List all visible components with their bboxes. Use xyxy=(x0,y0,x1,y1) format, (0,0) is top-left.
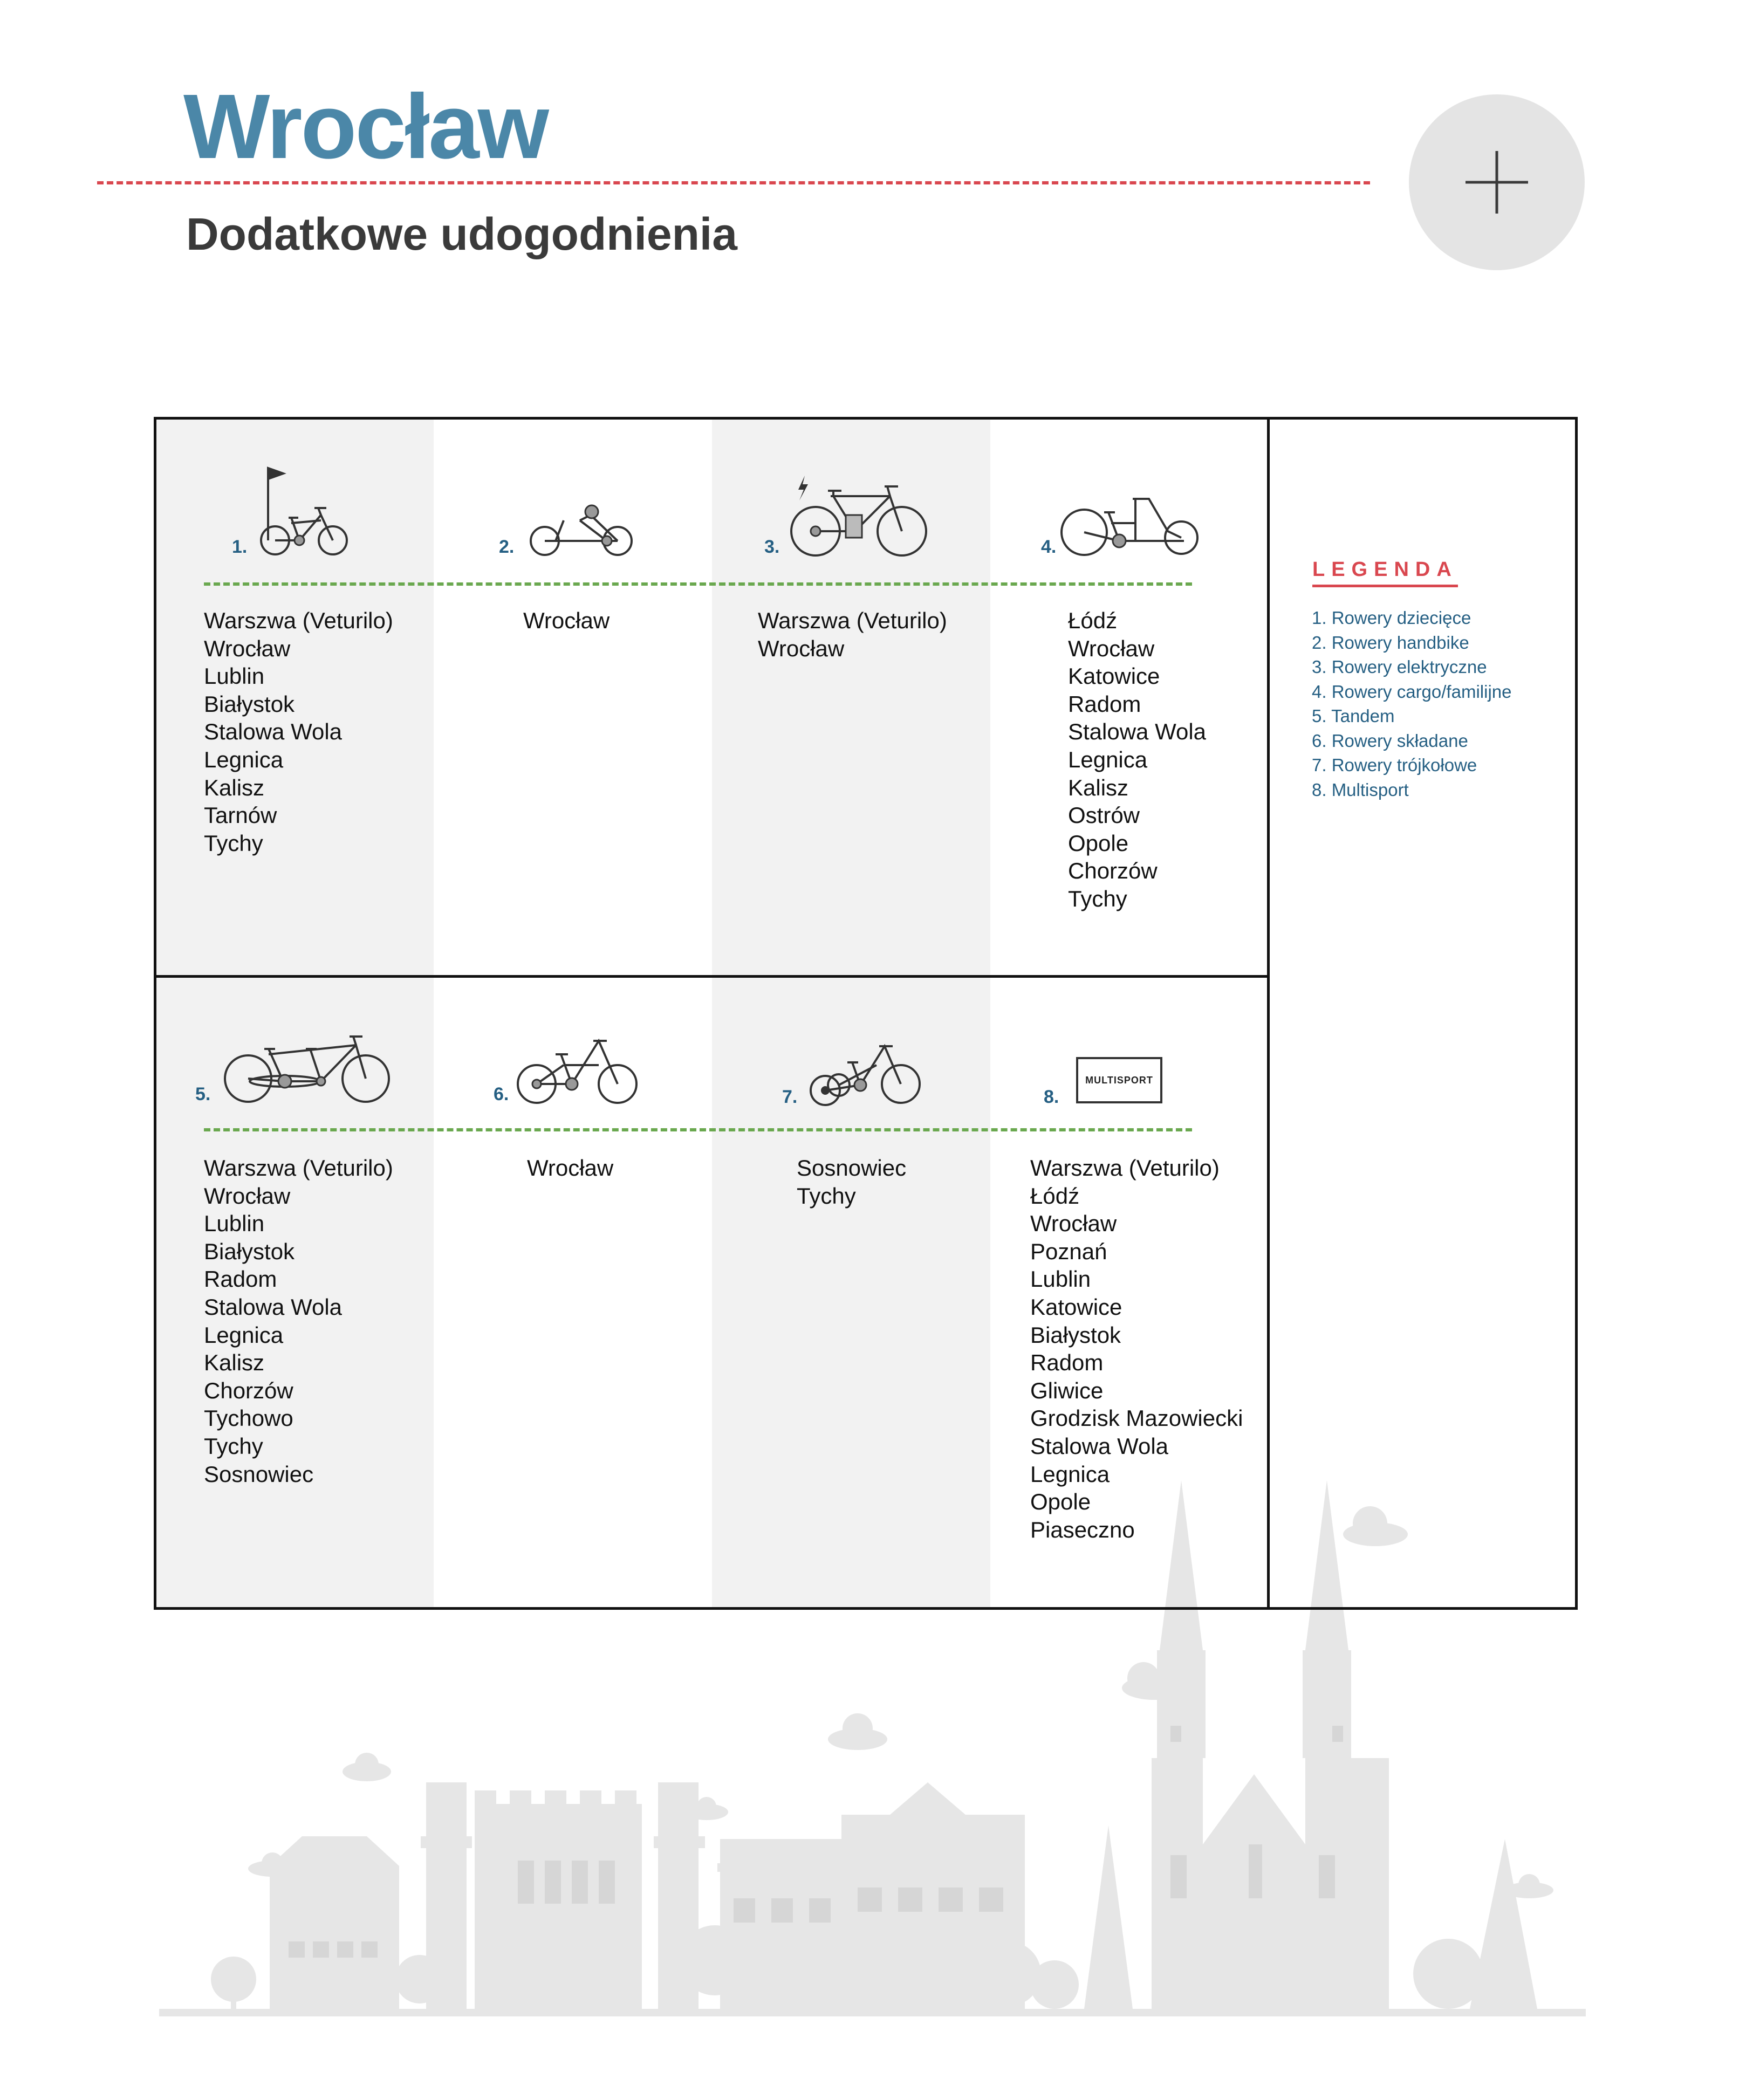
city-name: Katowice xyxy=(1030,1294,1122,1320)
city-name: Ostrów xyxy=(1068,802,1140,828)
city-name: Łódź xyxy=(1030,1183,1080,1209)
category-number-5: 5. xyxy=(195,1084,211,1104)
legend-item: 5. Tandem xyxy=(1312,706,1395,726)
city-name: Tychowo xyxy=(204,1405,293,1431)
city-name: Opole xyxy=(1030,1489,1091,1515)
multisport-logo xyxy=(1076,1057,1162,1103)
city-list-8 xyxy=(1030,1154,1243,1543)
legend-item: 4. Rowery cargo/familijne xyxy=(1312,681,1512,702)
city-name: Stalowa Wola xyxy=(1068,719,1207,745)
handbike-icon xyxy=(526,499,639,558)
city-name: Piaseczno xyxy=(1030,1516,1135,1542)
city-name: Legnica xyxy=(1068,746,1148,772)
city-list-6 xyxy=(527,1154,613,1182)
city-list-2 xyxy=(523,607,610,635)
city-name: Tychy xyxy=(204,1433,263,1459)
category-number-7: 7. xyxy=(782,1087,798,1107)
legend-list xyxy=(1312,606,1511,802)
tricycle-icon xyxy=(806,1041,922,1108)
city-name: Białystok xyxy=(204,691,295,717)
city-name: Lublin xyxy=(204,663,265,689)
category-number-8: 8. xyxy=(1044,1087,1059,1107)
city-name: Tarnów xyxy=(204,802,277,828)
category-number-2: 2. xyxy=(499,537,515,557)
city-name: Grodzisk Mazowiecki xyxy=(1030,1405,1243,1431)
city-name: Radom xyxy=(204,1266,277,1292)
category-number-6: 6. xyxy=(494,1084,509,1104)
city-name: Kalisz xyxy=(204,774,265,800)
page-subtitle: Dodatkowe udogodnienia xyxy=(186,209,737,259)
row-divider xyxy=(154,975,1269,978)
legend-item: 8. Multisport xyxy=(1312,779,1409,800)
page-title: Wrocław xyxy=(183,76,547,178)
city-name: Stalowa Wola xyxy=(204,1294,343,1320)
city-name: Wrocław xyxy=(1068,635,1155,661)
city-list-1 xyxy=(204,607,393,857)
city-name: Warszwa (Veturilo) xyxy=(1030,1155,1220,1181)
city-name: Białystok xyxy=(204,1238,295,1264)
city-name: Chorzów xyxy=(1068,858,1158,884)
legend-divider xyxy=(1267,417,1270,1610)
legend-title: LEGENDA xyxy=(1312,558,1458,587)
city-name: Stalowa Wola xyxy=(204,719,343,745)
title-divider xyxy=(97,181,1370,184)
city-name: Katowice xyxy=(1068,663,1160,689)
city-list-7 xyxy=(797,1154,906,1210)
row-1-separator xyxy=(204,582,1192,586)
expand-button[interactable] xyxy=(1409,94,1585,270)
city-name: Warszwa (Veturilo) xyxy=(204,1155,393,1181)
legend-item: 1. Rowery dziecięce xyxy=(1312,608,1471,628)
city-name: Kalisz xyxy=(204,1350,265,1376)
city-name: Warszwa (Veturilo) xyxy=(758,608,947,633)
city-name: Radom xyxy=(1030,1350,1104,1376)
legend-item: 6. Rowery składane xyxy=(1312,730,1468,751)
city-name: Legnica xyxy=(204,1322,284,1348)
legend-item: 2. Rowery handbike xyxy=(1312,632,1469,653)
city-name: Wrocław xyxy=(527,1155,614,1181)
city-name: Stalowa Wola xyxy=(1030,1433,1169,1459)
city-name: Opole xyxy=(1068,830,1129,856)
row-2-separator xyxy=(204,1128,1192,1131)
city-name: Wrocław xyxy=(758,635,845,661)
city-name: Sosnowiec xyxy=(797,1155,907,1181)
category-number-3: 3. xyxy=(764,537,780,557)
city-name: Wrocław xyxy=(204,635,291,661)
legend-item: 3. Rowery elektryczne xyxy=(1312,657,1487,677)
category-number-4: 4. xyxy=(1041,537,1057,557)
city-name: Wrocław xyxy=(523,608,610,633)
city-name: Warszwa (Veturilo) xyxy=(204,608,393,633)
city-name: Tychy xyxy=(797,1183,856,1209)
childrens-bike-icon xyxy=(245,464,359,555)
city-name: Łódź xyxy=(1068,608,1118,633)
city-name: Lublin xyxy=(204,1211,265,1237)
city-list-3 xyxy=(758,607,947,662)
city-name: Gliwice xyxy=(1030,1377,1104,1403)
city-name: Legnica xyxy=(204,746,284,772)
electric-bike-icon xyxy=(788,475,933,561)
city-name: Tychy xyxy=(204,830,263,856)
city-name: Tychy xyxy=(1068,886,1127,911)
city-name: Chorzów xyxy=(204,1377,293,1403)
tandem-bike-icon xyxy=(221,1030,394,1106)
plus-icon xyxy=(1464,150,1529,215)
city-name: Białystok xyxy=(1030,1322,1121,1348)
cargo-bike-icon xyxy=(1060,493,1203,558)
category-number-1: 1. xyxy=(232,537,248,557)
city-name: Sosnowiec xyxy=(204,1461,314,1487)
folding-bike-icon xyxy=(515,1035,639,1106)
city-name: Lublin xyxy=(1030,1266,1091,1292)
city-name: Poznań xyxy=(1030,1238,1107,1264)
multisport-logo-text: MULTISPORT xyxy=(1085,1074,1153,1086)
city-list-4 xyxy=(1068,607,1206,913)
legend-item: 7. Rowery trójkołowe xyxy=(1312,755,1477,775)
city-list-5 xyxy=(204,1154,393,1488)
city-name: Wrocław xyxy=(1030,1211,1117,1237)
city-name: Radom xyxy=(1068,691,1141,717)
city-name: Kalisz xyxy=(1068,774,1129,800)
city-name: Wrocław xyxy=(204,1183,291,1209)
city-name: Legnica xyxy=(1030,1461,1110,1487)
